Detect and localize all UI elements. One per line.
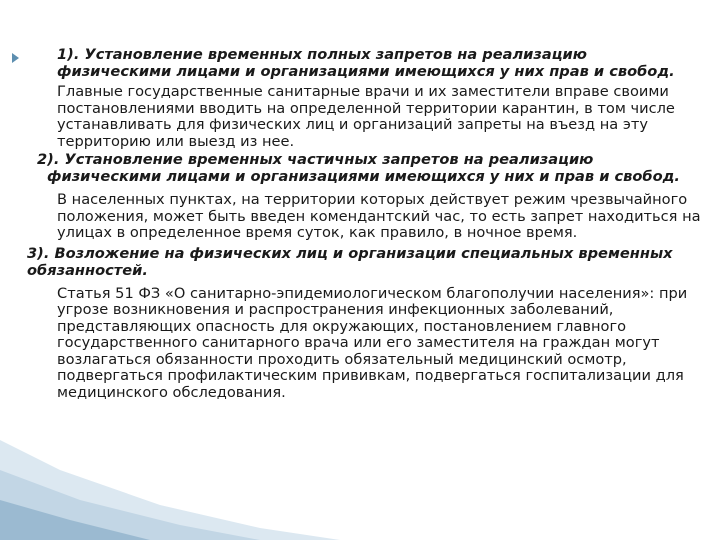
section-3-heading: 3). Возложение на физических лиц и организации специальных временных обязанностей. [27, 244, 673, 279]
slide-content [22, 46, 702, 401]
section-2-body: В населенных пунктах, на территории которых действует режим чрезвычайного положения, может быть введен комендантский час, то есть запрет находиться на улицах в определенное время суток, как правило, в ночное время. [57, 191, 701, 241]
section-2-heading: 2). Установление временных частичных запретов на реализацию физическими лицами и организациями имеющихся у них и прав и свобод. [37, 151, 680, 185]
section-3-body: Статья 51 ФЗ «О санитарно-эпидемиологическом благополучии населения»: при угрозе возникновения и распространения инфекционных заболеваний, представляющих опасность для окружающих, постановлением главного государственного санитарного врача или его заместителя на граждан могут возлагаться обязанности проходить обязательный медицинский осмотр, подвергаться профилактическим прививкам, подвергаться госпитализации для медицинского обследования. [57, 284, 688, 401]
section-1-body: Главные государственные санитарные врачи и их заместители вправе своими постановлениями вводить на определенной территории карантин, в том числе устанавливать для физических лиц и организаций запреты на въезд на эту территорию или выезд из нее. [57, 83, 675, 150]
triangle-bullet-icon [12, 53, 19, 63]
section-1-heading: 1). Установление временных полных запретов на реализацию физическими лицами и организациями имеющихся у них прав и свобод. [57, 46, 675, 80]
